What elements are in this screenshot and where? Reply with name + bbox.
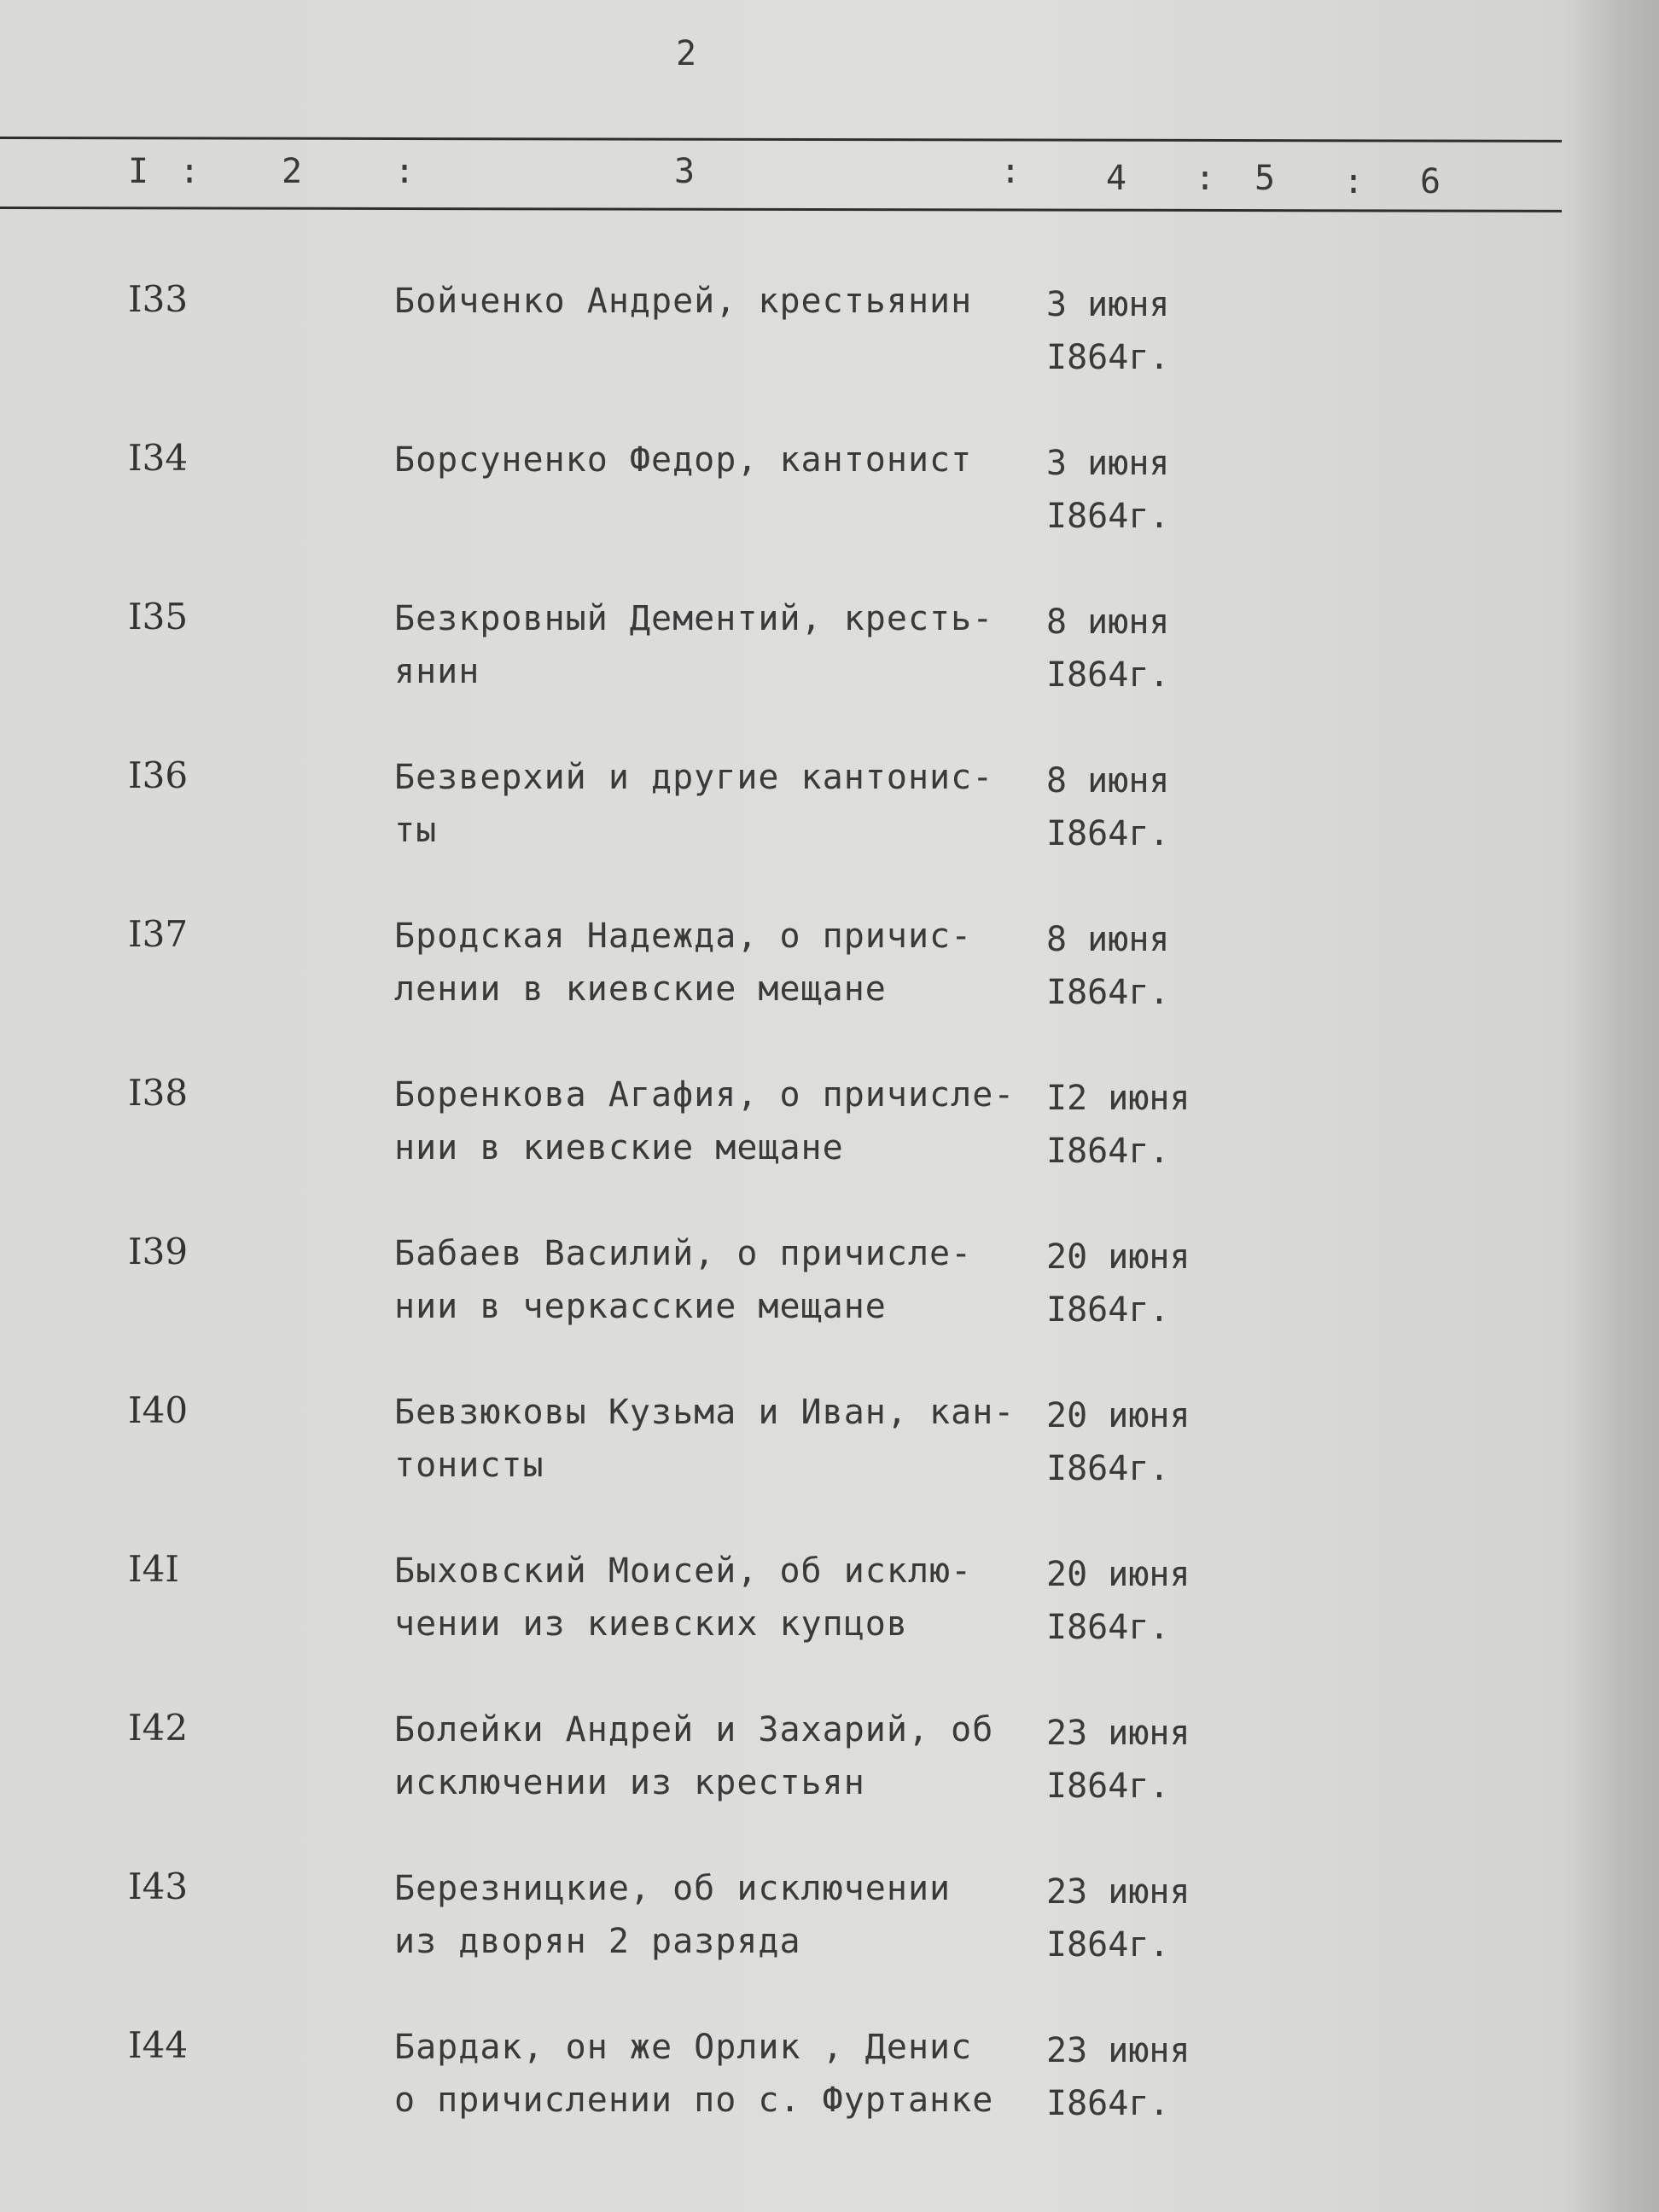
entry-description-continued: ты (394, 811, 438, 850)
entry-description-continued: нии в черкасские мещане (394, 1287, 887, 1326)
entry-description: Безверхий и другие кантонис- (394, 758, 994, 797)
list-item (0, 1231, 1621, 1359)
header-bottom-rule (0, 207, 1562, 212)
entry-year: I864г. (1046, 1925, 1170, 1965)
column-header-6: 6 (1420, 162, 1441, 201)
entry-number: I39 (128, 1231, 189, 1272)
list-item (0, 913, 1621, 1041)
column-header-2: 2 (282, 152, 303, 191)
entry-description: Борсуненко Федор, кантонист (394, 440, 973, 480)
entry-year: I864г. (1046, 1290, 1170, 1330)
entry-year: I864г. (1046, 2084, 1170, 2123)
column-separator: : (394, 152, 416, 191)
entry-date: 23 июня (1046, 1714, 1190, 1753)
entry-description: Бродская Надежда, о причис- (394, 917, 973, 956)
list-item (0, 1707, 1621, 1835)
list-item (0, 1866, 1621, 1994)
entry-number: I33 (128, 278, 189, 320)
entry-description: Бабаев Василий, о причисле- (394, 1234, 973, 1273)
column-header-1: I (128, 152, 149, 191)
column-separator: : (1195, 159, 1216, 198)
entry-description: Березницкие, об исключении (394, 1869, 952, 1908)
list-item (0, 2024, 1621, 2152)
column-header-5: 5 (1254, 159, 1276, 198)
entry-year: I864г. (1046, 497, 1170, 536)
entry-description-continued: лении в киевские мещане (394, 969, 887, 1009)
entry-number: I43 (128, 1866, 189, 1907)
entry-description-continued: нии в киевские мещане (394, 1128, 844, 1167)
entry-year: I864г. (1046, 1449, 1170, 1488)
list-item (0, 754, 1621, 882)
entry-description-continued: янин (394, 652, 480, 691)
entry-year: I864г. (1046, 1608, 1170, 1647)
list-item (0, 278, 1621, 406)
column-separator: : (179, 152, 201, 191)
entry-description-continued: исключении из крестьян (394, 1763, 865, 1802)
header-top-rule (0, 137, 1562, 143)
column-separator: : (1000, 152, 1022, 191)
entry-number: I37 (128, 913, 189, 955)
entry-number: I34 (128, 437, 189, 479)
entry-number: I42 (128, 1707, 189, 1749)
entry-date: 20 июня (1046, 1555, 1190, 1594)
list-item (0, 1072, 1621, 1200)
entry-number: I44 (128, 2024, 189, 2066)
entry-description: Бевзюковы Кузьма и Иван, кан- (394, 1393, 1016, 1432)
entry-year: I864г. (1046, 814, 1170, 853)
column-separator: : (1343, 162, 1365, 201)
entry-description: Бардак, он же Орлик , Денис (394, 2028, 973, 2067)
entry-date: 8 июня (1046, 920, 1170, 959)
entry-date: 20 июня (1046, 1396, 1190, 1435)
entry-date: 20 июня (1046, 1237, 1190, 1277)
entry-description-continued: о причислении по с. Фуртанке (394, 2081, 994, 2120)
entry-date: 8 июня (1046, 761, 1170, 800)
entry-date: 3 июня (1046, 285, 1170, 324)
entry-date: I2 июня (1046, 1079, 1190, 1118)
list-item (0, 596, 1621, 724)
entry-description-continued: тонисты (394, 1446, 544, 1485)
page-number: 2 (676, 34, 697, 73)
entry-description: Быховский Моисей, об исклю- (394, 1551, 973, 1591)
entry-year: I864г. (1046, 338, 1170, 377)
column-header-3: 3 (674, 152, 696, 191)
list-item (0, 437, 1621, 565)
entry-year: I864г. (1046, 1767, 1170, 1806)
list-item (0, 1389, 1621, 1517)
entry-date: 8 июня (1046, 602, 1170, 642)
list-item (0, 1548, 1621, 1676)
entry-number: I38 (128, 1072, 189, 1114)
entry-description-continued: из дворян 2 разряда (394, 1922, 801, 1961)
entry-number: I36 (128, 754, 189, 796)
column-header-4: 4 (1106, 159, 1127, 198)
entry-number: I40 (128, 1389, 189, 1431)
entry-description: Болейки Андрей и Захарий, об (394, 1710, 994, 1749)
entry-number: I35 (128, 596, 189, 637)
entry-description: Безкровный Дементий, кресть- (394, 599, 994, 638)
entry-description: Боренкова Агафия, о причисле- (394, 1075, 1016, 1115)
entry-year: I864г. (1046, 655, 1170, 695)
entry-number: I4I (128, 1548, 179, 1590)
entry-year: I864г. (1046, 1132, 1170, 1171)
entry-date: 3 июня (1046, 444, 1170, 483)
entry-description-continued: чении из киевских купцов (394, 1604, 908, 1644)
entry-date: 23 июня (1046, 1872, 1190, 1912)
entry-date: 23 июня (1046, 2031, 1190, 2070)
entry-year: I864г. (1046, 973, 1170, 1012)
entry-description: Бойченко Андрей, крестьянин (394, 282, 973, 321)
